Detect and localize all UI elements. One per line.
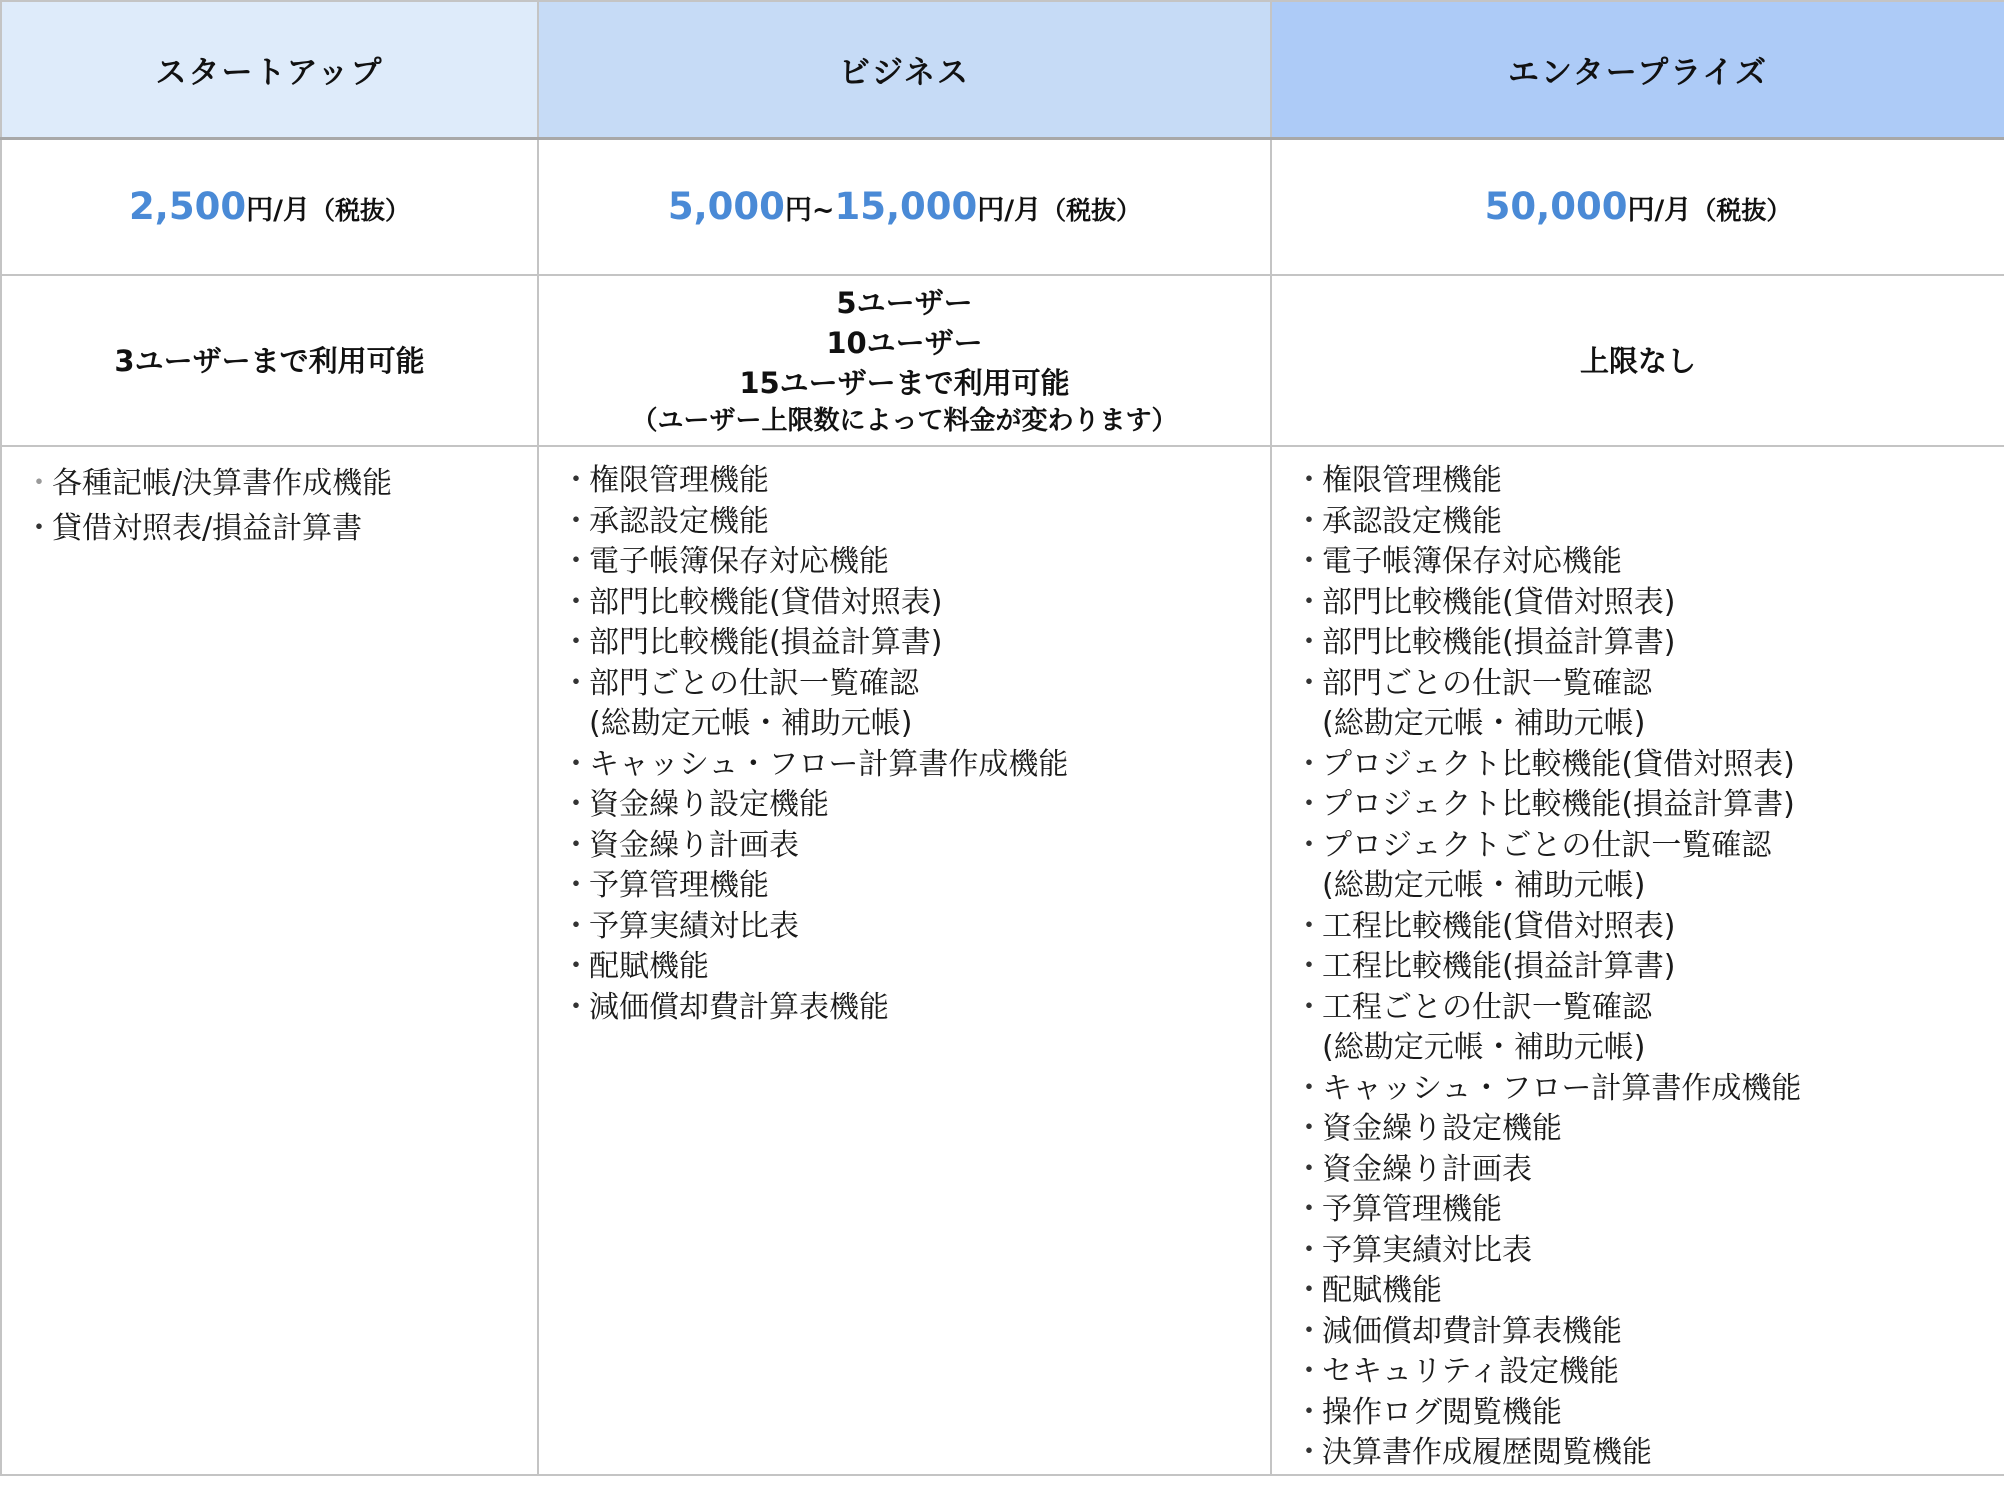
feature-label: 承認設定機能	[589, 503, 769, 539]
user-limit-line: 3ユーザーまで利用可能	[114, 343, 425, 378]
feature-label: 各種記帳/決算書作成機能	[52, 466, 393, 501]
feature-item	[561, 623, 1270, 664]
feature-label: 資金繰り設定機能	[1322, 1111, 1562, 1146]
feature-item	[561, 542, 1270, 583]
features-enterprise	[1271, 446, 2004, 1475]
users-row	[1, 275, 2004, 446]
feature-item	[1294, 1069, 2004, 1110]
feature-item	[561, 461, 1270, 502]
feature-item	[1294, 461, 2004, 502]
user-limit-line: 5ユーザー	[836, 285, 973, 320]
feature-label-continuation: (総勘定元帳・補助元帳)	[1322, 1030, 1646, 1065]
price-range-separator: 円~	[784, 195, 835, 227]
feature-item	[561, 745, 1270, 786]
bullet-glyph: ・	[1294, 746, 1324, 782]
bullet-glyph: ・	[1294, 1232, 1324, 1268]
feature-item	[1294, 947, 2004, 988]
feature-item	[1294, 988, 2004, 1069]
feature-label: 承認設定機能	[1322, 503, 1502, 539]
bullet-glyph: ・	[561, 989, 591, 1025]
users-business	[538, 275, 1271, 446]
bullet-glyph: ・	[561, 544, 591, 579]
feature-label: キャッシュ・フロー計算書作成機能	[1322, 1070, 1802, 1106]
feature-label: 権限管理機能	[1322, 463, 1502, 498]
feature-item	[1294, 583, 2004, 624]
feature-item	[1294, 1393, 2004, 1434]
feature-item	[561, 664, 1270, 745]
feature-item	[1294, 502, 2004, 543]
bullet-glyph: ・	[1294, 949, 1324, 984]
price-unit: 円/月	[977, 195, 1042, 227]
feature-item	[1294, 1109, 2004, 1150]
price-enterprise	[1271, 138, 2004, 275]
price-unit: 円/月	[246, 195, 310, 227]
bullet-glyph: ・	[1294, 503, 1324, 539]
price-tax-note: （税抜）	[1041, 196, 1142, 226]
price-tax-note: （税抜）	[309, 196, 410, 226]
feature-item	[561, 785, 1270, 826]
feature-label: 減価償却費計算表機能	[589, 989, 889, 1025]
feature-label: 電子帳簿保存対応機能	[1322, 544, 1622, 579]
feature-item	[561, 502, 1270, 543]
bullet-glyph: ・	[24, 511, 54, 546]
bullet-glyph: ・	[1294, 544, 1324, 579]
feature-item	[1294, 542, 2004, 583]
feature-label: 部門比較機能(損益計算書)	[589, 625, 943, 660]
price-tax-note: （税抜）	[1691, 196, 1792, 226]
feature-label: 決算書作成履歴閲覧機能	[1322, 1435, 1652, 1470]
plan-name-enterprise: エンタープライズ	[1271, 1, 2004, 138]
feature-item	[561, 947, 1270, 988]
user-limit-line: 10ユーザー	[826, 325, 983, 360]
feature-item	[561, 866, 1270, 907]
price-amount-max: 15,000	[834, 185, 978, 229]
feature-item	[1294, 745, 2004, 786]
feature-label: 権限管理機能	[589, 463, 769, 498]
feature-item	[1294, 785, 2004, 826]
bullet-glyph: ・	[561, 503, 591, 539]
bullet-glyph: ・	[561, 625, 591, 660]
bullet-glyph: ・	[24, 466, 54, 501]
bullet-glyph: ・	[1294, 1151, 1324, 1187]
bullet-glyph: ・	[561, 827, 591, 863]
feature-label: 予算管理機能	[1322, 1192, 1502, 1227]
feature-item	[561, 907, 1270, 948]
user-limit-note: （ユーザー上限数によって料金が変わります）	[631, 405, 1178, 436]
bullet-glyph: ・	[1294, 665, 1324, 701]
feature-label: プロジェクト比較機能(損益計算書)	[1322, 787, 1795, 822]
feature-label: 操作ログ閲覧機能	[1322, 1394, 1562, 1430]
bullet-glyph: ・	[1294, 1435, 1324, 1470]
user-limit-line: 15ユーザーまで利用可能	[739, 365, 1070, 400]
feature-label: 予算実績対比表	[1322, 1232, 1532, 1268]
feature-label: 配賦機能	[589, 949, 709, 984]
feature-label: プロジェクト比較機能(貸借対照表)	[1322, 746, 1795, 782]
users-enterprise	[1271, 275, 2004, 446]
feature-label: キャッシュ・フロー計算書作成機能	[589, 746, 1069, 782]
plan-header-row	[1, 1, 2004, 138]
feature-label-continuation: (総勘定元帳・補助元帳)	[1322, 868, 1646, 903]
price-business	[538, 138, 1271, 275]
feature-item	[24, 506, 537, 551]
feature-item	[1294, 1190, 2004, 1231]
bullet-glyph: ・	[561, 908, 591, 944]
feature-item	[1294, 907, 2004, 948]
feature-label: 予算実績対比表	[589, 908, 799, 944]
user-limit-line: 上限なし	[1579, 343, 1696, 378]
feature-list	[1272, 461, 2004, 1474]
bullet-glyph: ・	[561, 949, 591, 984]
feature-label: 減価償却費計算表機能	[1322, 1313, 1622, 1349]
price-amount-min: 5,000	[667, 185, 785, 229]
feature-label: 部門比較機能(貸借対照表)	[589, 584, 943, 620]
feature-label: 予算管理機能	[589, 868, 769, 903]
feature-item	[1294, 623, 2004, 664]
feature-label-continuation: (総勘定元帳・補助元帳)	[589, 706, 913, 741]
feature-item	[24, 461, 537, 506]
feature-label: 配賦機能	[1322, 1273, 1442, 1308]
feature-list	[539, 461, 1270, 1028]
bullet-glyph: ・	[1294, 625, 1324, 660]
features-business	[538, 446, 1271, 1475]
bullet-glyph: ・	[1294, 1111, 1324, 1146]
feature-item	[1294, 1433, 2004, 1474]
bullet-glyph: ・	[1294, 787, 1324, 822]
feature-item	[1294, 664, 2004, 745]
plan-name-startup: スタートアップ	[1, 1, 538, 138]
feature-item	[1294, 1352, 2004, 1393]
price-amount: 2,500	[129, 185, 247, 229]
feature-label: 工程ごとの仕訳一覧確認	[1322, 989, 1652, 1025]
price-row	[1, 138, 2004, 275]
price-startup	[1, 138, 538, 275]
bullet-glyph: ・	[561, 787, 591, 822]
bullet-glyph: ・	[1294, 989, 1324, 1025]
feature-label: 部門比較機能(貸借対照表)	[1322, 584, 1676, 620]
feature-label: 工程比較機能(損益計算書)	[1322, 949, 1676, 984]
price-unit: 円/月	[1627, 195, 1692, 227]
feature-item	[561, 988, 1270, 1029]
feature-item	[1294, 826, 2004, 907]
feature-item	[561, 826, 1270, 867]
bullet-glyph: ・	[1294, 908, 1324, 944]
bullet-glyph: ・	[1294, 584, 1324, 620]
feature-item	[1294, 1271, 2004, 1312]
bullet-glyph: ・	[561, 868, 591, 903]
feature-label: セキュリティ設定機能	[1322, 1354, 1619, 1389]
bullet-glyph: ・	[561, 584, 591, 620]
features-startup	[1, 446, 538, 1475]
feature-label-continuation: (総勘定元帳・補助元帳)	[1322, 706, 1646, 741]
feature-label: 工程比較機能(貸借対照表)	[1322, 908, 1676, 944]
feature-label: プロジェクトごとの仕訳一覧確認	[1322, 827, 1772, 863]
bullet-glyph: ・	[1294, 463, 1324, 498]
bullet-glyph: ・	[1294, 1354, 1324, 1389]
feature-label: 部門比較機能(損益計算書)	[1322, 625, 1676, 660]
feature-list	[2, 461, 537, 551]
feature-item	[1294, 1150, 2004, 1191]
feature-item	[1294, 1312, 2004, 1353]
feature-label: 部門ごとの仕訳一覧確認	[1322, 665, 1652, 701]
features-row	[1, 446, 2004, 1475]
feature-item	[561, 583, 1270, 624]
bullet-glyph: ・	[1294, 1394, 1324, 1430]
bullet-glyph: ・	[1294, 1313, 1324, 1349]
feature-label: 貸借対照表/損益計算書	[52, 511, 363, 546]
feature-label: 部門ごとの仕訳一覧確認	[589, 665, 919, 701]
feature-label: 資金繰り計画表	[589, 827, 799, 863]
users-startup	[1, 275, 538, 446]
bullet-glyph: ・	[561, 463, 591, 498]
bullet-glyph: ・	[561, 665, 591, 701]
bullet-glyph: ・	[1294, 1070, 1324, 1106]
bullet-glyph: ・	[1294, 827, 1324, 863]
feature-label: 電子帳簿保存対応機能	[589, 544, 889, 579]
feature-label: 資金繰り設定機能	[589, 787, 829, 822]
feature-label: 資金繰り計画表	[1322, 1151, 1532, 1187]
plan-name-business: ビジネス	[538, 1, 1271, 138]
price-amount: 50,000	[1484, 185, 1628, 229]
bullet-glyph: ・	[1294, 1192, 1324, 1227]
bullet-glyph: ・	[561, 746, 591, 782]
feature-item	[1294, 1231, 2004, 1272]
bullet-glyph: ・	[1294, 1273, 1324, 1308]
